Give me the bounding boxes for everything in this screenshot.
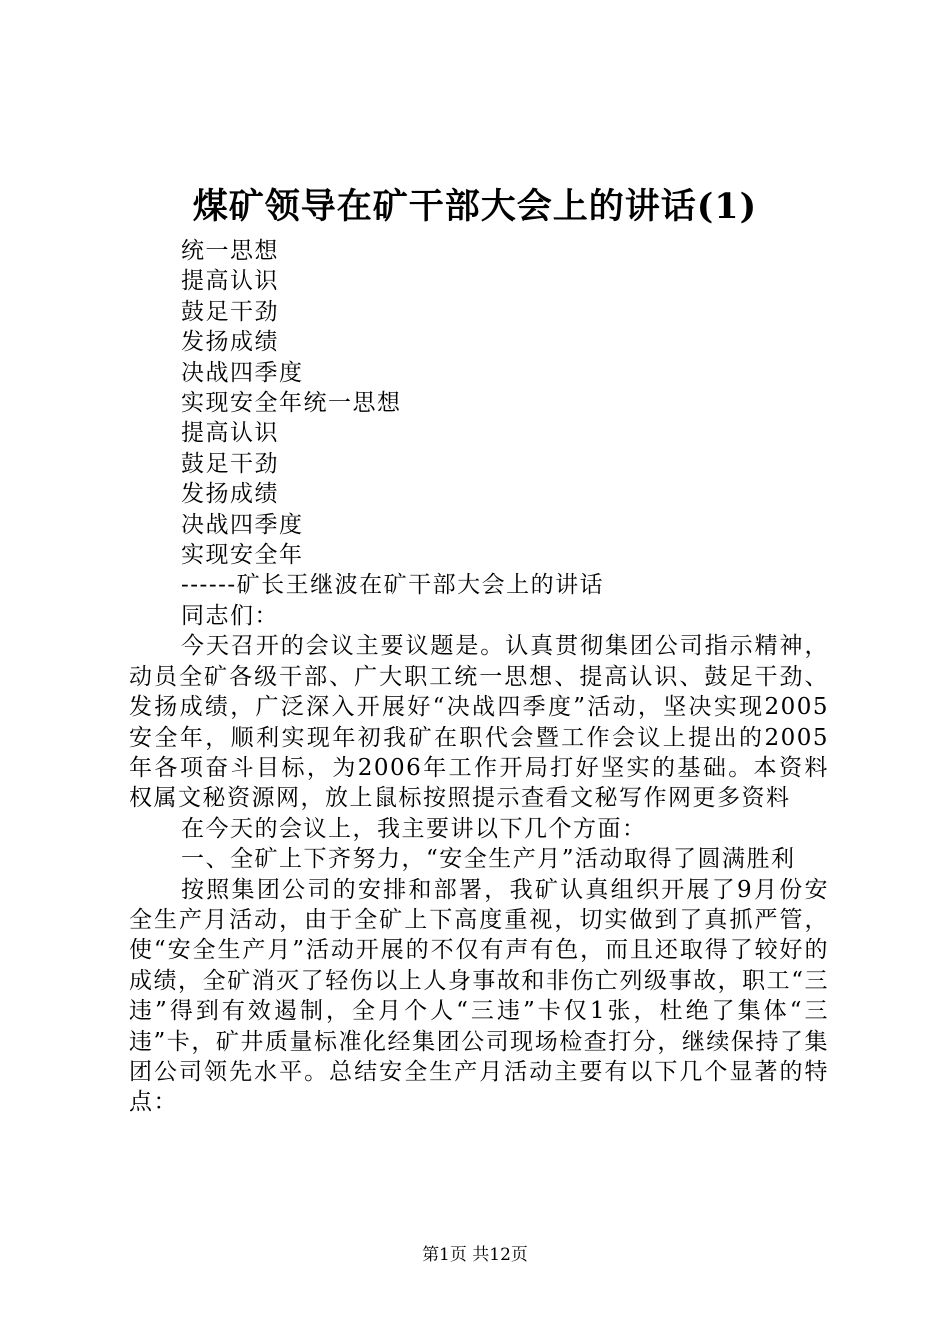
body-paragraph: 在今天的会议上，我主要讲以下几个方面： bbox=[181, 815, 647, 842]
slogan-line: 发扬成绩 bbox=[181, 329, 279, 356]
slogan-line: 鼓足干劲 bbox=[181, 450, 279, 477]
salutation: 同志们： bbox=[181, 602, 279, 629]
page-footer: 第1页 共12页 bbox=[422, 1245, 528, 1265]
byline: ------矿长王继波在矿干部大会上的讲话 bbox=[181, 572, 605, 599]
slogan-line: 实现安全年统一思想 bbox=[181, 390, 402, 417]
document-body bbox=[129, 236, 829, 1118]
body-paragraph: 按照集团公司的安排和部署，我矿认真组织开展了9月份安全生产月活动，由于全矿上下高度重视，切实做到了真抓严管，使“安全生产月”活动开展的不仅有声有色，而且还取得了较好的成绩，全矿消灭了轻伤以上人身事故和非伤亡列级事故，职工“三违”得到有效遏制，全月个人“三违”卡仅1张，杜绝了集体“三违”卡，矿井质量标准化经集团公司现场检查打分，继续保持了集团公司领先水平。总结安全生产月活动主要有以下几个显著的特点： bbox=[129, 876, 829, 1116]
slogan-line: 决战四季度 bbox=[181, 511, 304, 538]
section-heading: 一、全矿上下齐努力，“安全生产月”活动取得了圆满胜利 bbox=[181, 846, 796, 873]
slogan-line: 提高认识 bbox=[181, 268, 279, 295]
slogan-line: 发扬成绩 bbox=[181, 481, 279, 508]
document-title: 煤矿领导在矿干部大会上的讲话(1) bbox=[192, 186, 758, 227]
slogan-line: 提高认识 bbox=[181, 420, 279, 447]
slogan-line: 实现安全年 bbox=[181, 542, 304, 569]
slogan-line: 决战四季度 bbox=[181, 359, 304, 386]
body-paragraph: 今天召开的会议主要议题是。认真贯彻集团公司指示精神，动员全矿各级干部、广大职工统一思想、提高认识、鼓足干劲、发扬成绩，广泛深入开展好“决战四季度”活动，坚决实现2005安全年，顺利实现年初我矿在职代会暨工作会议上提出的2005年各项奋斗目标，为2006年工作开局打好坚实的基础。本资料权属文秘资源网，放上鼠标按照提示查看文秘写作网更多资料 bbox=[129, 633, 829, 812]
slogan-line: 鼓足干劲 bbox=[181, 298, 279, 325]
slogan-line: 统一思想 bbox=[181, 238, 279, 264]
